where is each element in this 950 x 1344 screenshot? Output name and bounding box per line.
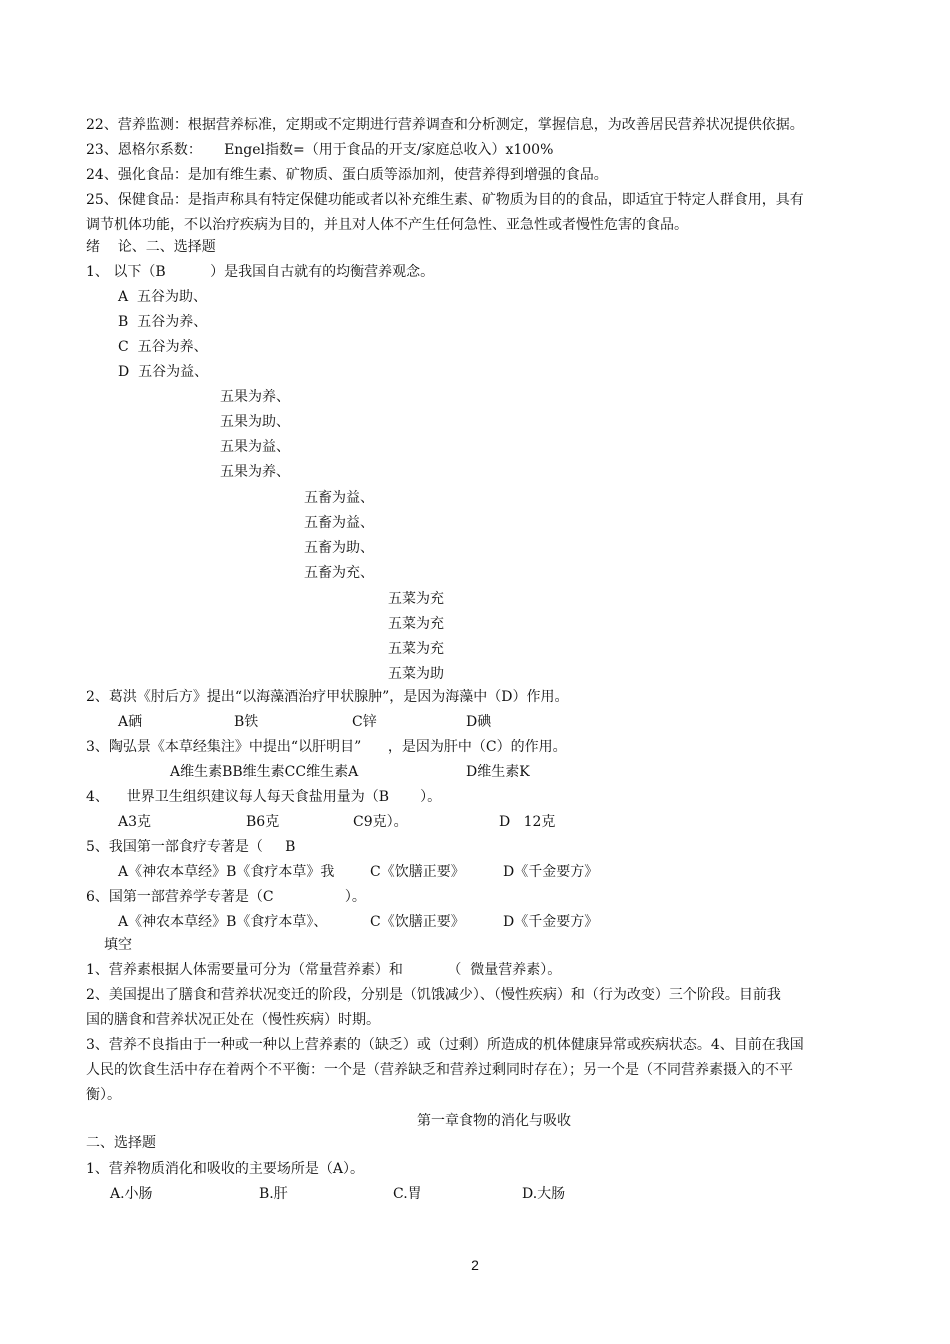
q3-options-abc: A维生素BB维生素CC维生素A: [170, 764, 359, 780]
q1-option-b-part1: B 五谷为养、: [118, 314, 208, 330]
chapter-q1-option-a: A.小肠: [110, 1186, 153, 1202]
q6-option-c: C《饮膳正要》: [370, 914, 465, 930]
q1-option-a-part1: A 五谷为助、: [118, 289, 208, 305]
q1-option-b-part4: 五菜为充: [388, 616, 444, 632]
fill-item-3-4: 3、营养不良指由于一种或一种以上营养素的（缺乏）或（过剩）所造成的机体健康异常或疾病状态。4、目前在我国: [86, 1037, 804, 1053]
chapter-section-heading: 二、选择题: [86, 1135, 156, 1151]
q6-option-d: D《千金要方》: [503, 914, 599, 930]
q4-option-a: A3克: [118, 814, 152, 830]
q4-option-d: D 12克: [499, 814, 556, 830]
q2-option-a: A硒: [118, 714, 143, 730]
definition-25: 25、保健食品：是指声称具有特定保健功能或者以补充维生素、矿物质为目的的食品，即适宜于特定人群食用，具有: [86, 192, 804, 208]
question-6-stem: 6、国第一部营养学专著是（C ）。: [86, 889, 366, 905]
q2-option-c: C锌: [352, 714, 377, 730]
section-heading-intro: 绪 论、二、选择题: [86, 239, 216, 255]
q5-option-c: C《饮膳正要》: [370, 864, 465, 880]
q1-option-c-part3: 五畜为助、: [304, 540, 374, 556]
q1-option-b-part3: 五畜为益、: [304, 515, 374, 531]
q1-option-d-part3: 五畜为充、: [304, 565, 374, 581]
q2-option-d: D碘: [466, 714, 492, 730]
chapter-q1-option-d: D.大肠: [522, 1186, 566, 1202]
chapter-q1-option-b: B.肝: [259, 1186, 288, 1202]
q1-option-a-part3: 五畜为益、: [304, 490, 374, 506]
question-1-stem: 1、 以下（B ）是我国自古就有的均衡营养观念。: [86, 264, 435, 280]
question-5-stem: 5、我国第一部食疗专著是（ B: [86, 839, 296, 855]
q4-option-b: B6克: [246, 814, 280, 830]
fill-item-1: 1、营养素根据人体需要量可分为（常量营养素）和 （ 微量营养素）。: [86, 962, 562, 978]
q1-option-c-part2: 五果为益、: [220, 439, 290, 455]
q1-option-d-part2: 五果为养、: [220, 464, 290, 480]
q1-option-c-part1: C 五谷为养、: [118, 339, 208, 355]
q5-options-ab: A《神农本草经》B《食疗本草》我: [118, 864, 335, 880]
q5-option-d: D《千金要方》: [503, 864, 599, 880]
fill-item-2: 2、美国提出了膳食和营养状况变迁的阶段，分别是（饥饿减少）、（慢性疾病）和（行为改变）三个阶段。目前我: [86, 987, 781, 1003]
q1-option-d-part4: 五菜为助: [388, 666, 444, 682]
q6-options-ab: A《神农本草经》B《食疗本草》、: [118, 914, 328, 930]
fill-in-heading: 填空: [104, 937, 132, 953]
q1-option-b-part2: 五果为助、: [220, 414, 290, 430]
q2-option-b: B铁: [234, 714, 259, 730]
page-number: 2: [471, 1257, 479, 1273]
fill-item-2-continued: 国的膳食和营养状况正处在（慢性疾病）时期。: [86, 1012, 380, 1028]
q3-option-d: D维生素K: [466, 764, 530, 780]
definition-23: 23、恩格尔系数： Engel指数=（用于食品的开支/家庭总收入）x100%: [86, 142, 554, 158]
chapter-question-1-stem: 1、营养物质消化和吸收的主要场所是（A）。: [86, 1161, 365, 1177]
question-2-stem: 2、葛洪《肘后方》提出“以海藻酒治疗甲状腺肿”，是因为海藻中（D）作用。: [86, 689, 569, 705]
question-3-stem: 3、陶弘景《本草经集注》中提出“以肝明目” ，是因为肝中（C）的作用。: [86, 739, 567, 755]
definition-24: 24、强化食品：是加有维生素、矿物质、蛋白质等添加剂，使营养得到增强的食品。: [86, 167, 608, 183]
question-4-stem: 4、 世界卫生组织建议每人每天食盐用量为（B ）。: [86, 789, 442, 805]
q1-option-a-part2: 五果为养、: [220, 389, 290, 405]
q1-option-c-part4: 五菜为充: [388, 641, 444, 657]
q4-option-c: C9克）。: [353, 814, 408, 830]
fill-item-4-continued: 人民的饮食生活中存在着两个不平衡：一个是（营养缺乏和营养过剩同时存在）；另一个是（不同营养素摄入的不平: [86, 1062, 793, 1078]
definition-25-continued: 调节机体功能，不以治疗疾病为目的，并且对人体不产生任何急性、亚急性或者慢性危害的食品。: [86, 217, 688, 233]
chapter-title: 第一章食物的消化与吸收: [417, 1113, 571, 1129]
definition-22: 22、营养监测：根据营养标准，定期或不定期进行营养调查和分析测定，掌握信息，为改善居民营养状况提供依据。: [86, 117, 804, 133]
chapter-q1-option-c: C.胃: [393, 1186, 422, 1202]
q1-option-a-part4: 五菜为充: [388, 591, 444, 607]
fill-item-4-end: 衡）。: [86, 1087, 121, 1103]
q1-option-d-part1: D 五谷为益、: [118, 364, 209, 380]
